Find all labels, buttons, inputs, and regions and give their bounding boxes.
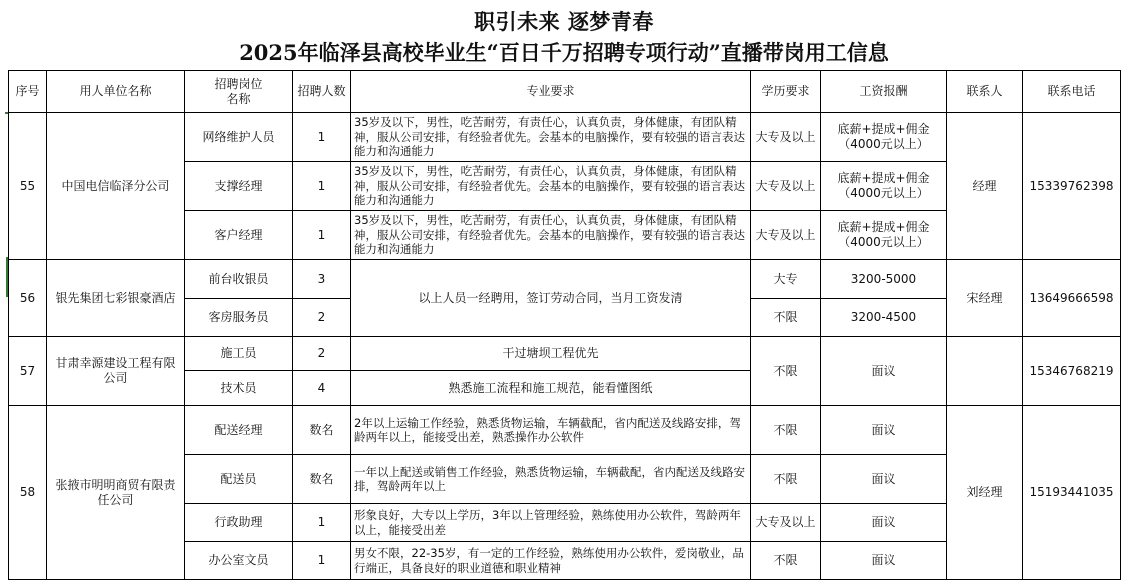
- cell-position[interactable]: 行政助理: [185, 504, 293, 542]
- cell-position[interactable]: 支撑经理: [185, 162, 293, 211]
- cell-company[interactable]: 银先集团七彩银豪酒店: [47, 260, 185, 337]
- cell-salary[interactable]: 底薪+提成+佣金（4000元以上）: [821, 162, 947, 211]
- cell-salary[interactable]: 面议: [821, 337, 947, 406]
- cell-count[interactable]: 4: [293, 371, 351, 406]
- cell-position[interactable]: 配送经理: [185, 406, 293, 455]
- header-education[interactable]: 学历要求: [751, 71, 821, 113]
- cell-education[interactable]: 大专及以上: [751, 162, 821, 211]
- table-row: [9, 406, 1121, 455]
- cell-education[interactable]: 大专及以上: [751, 504, 821, 542]
- cell-company[interactable]: 甘肃幸源建设工程有限公司: [47, 337, 185, 406]
- cell-salary[interactable]: 面议: [821, 504, 947, 542]
- cell-position[interactable]: 技术员: [185, 371, 293, 406]
- cell-phone[interactable]: 13649666598: [1023, 260, 1121, 337]
- title-line-2: 2025年临泽县高校毕业生“百日千万招聘专项行动”直播带岗用工信息: [239, 40, 889, 65]
- cell-requirements[interactable]: 熟悉施工流程和施工规范，能看懂图纸: [351, 371, 751, 406]
- cell-count[interactable]: 1: [293, 162, 351, 211]
- cell-position[interactable]: 施工员: [185, 337, 293, 371]
- cell-seq[interactable]: 57: [9, 337, 47, 406]
- cell-salary[interactable]: 面议: [821, 542, 947, 580]
- header-company[interactable]: 用人单位名称: [47, 71, 185, 113]
- table-row: [9, 113, 1121, 162]
- cell-position[interactable]: 网络维护人员: [185, 113, 293, 162]
- cell-position[interactable]: 办公室文员: [185, 542, 293, 580]
- row-header-strip: [0, 70, 7, 587]
- table-row: [9, 337, 1121, 371]
- header-contact[interactable]: 联系人: [947, 71, 1023, 113]
- cell-requirements[interactable]: 35岁及以下，男性，吃苦耐劳，有责任心，认真负责，身体健康，有团队精神，服从公司安排，有经验者优先。会基本的电脑操作，要有较强的语言表达能力和沟通能力: [351, 162, 751, 211]
- cell-company[interactable]: 中国电信临泽分公司: [47, 113, 185, 260]
- cell-position[interactable]: 前台收银员: [185, 260, 293, 299]
- cell-education[interactable]: 大专: [751, 260, 821, 299]
- title-line-1: 职引未来 逐梦青春: [474, 9, 654, 34]
- cell-position[interactable]: 配送员: [185, 455, 293, 504]
- cell-contact[interactable]: 刘经理: [947, 406, 1023, 580]
- cell-count[interactable]: 1: [293, 211, 351, 260]
- cell-education[interactable]: 不限: [751, 299, 821, 337]
- cell-requirements[interactable]: 以上人员一经聘用，签订劳动合同，当月工资发清: [351, 260, 751, 337]
- cell-education[interactable]: 不限: [751, 542, 821, 580]
- job-info-table: [8, 70, 1121, 580]
- header-seq[interactable]: 序号: [9, 71, 47, 113]
- header-position[interactable]: 招聘岗位 名称: [185, 71, 293, 113]
- cell-salary[interactable]: 3200-4500: [821, 299, 947, 337]
- title-block: [0, 0, 1128, 70]
- cell-position[interactable]: 客户经理: [185, 211, 293, 260]
- cell-requirements[interactable]: 35岁及以下，男性，吃苦耐劳，有责任心，认真负责，身体健康，有团队精神，服从公司安排，有经验者优先。会基本的电脑操作，要有较强的语言表达能力和沟通能力: [351, 113, 751, 162]
- header-count[interactable]: 招聘人数: [293, 71, 351, 113]
- cell-position[interactable]: 客房服务员: [185, 299, 293, 337]
- cell-phone[interactable]: 15339762398: [1023, 113, 1121, 260]
- cell-company[interactable]: 张掖市明明商贸有限责任公司: [47, 406, 185, 580]
- cell-requirements[interactable]: 2年以上运输工作经验，熟悉货物运输，车辆截配，省内配送及线路安排，驾龄两年以上，能接受出差，熟悉操作办公软件: [351, 406, 751, 455]
- cell-salary[interactable]: 3200-5000: [821, 260, 947, 299]
- cell-count[interactable]: 1: [293, 113, 351, 162]
- cell-seq[interactable]: 55: [9, 113, 47, 260]
- cell-education[interactable]: 大专及以上: [751, 113, 821, 162]
- cell-salary[interactable]: 底薪+提成+佣金（4000元以上）: [821, 113, 947, 162]
- header-salary[interactable]: 工资报酬: [821, 71, 947, 113]
- cell-education[interactable]: 大专及以上: [751, 211, 821, 260]
- cell-requirements[interactable]: 干过塘坝工程优先: [351, 337, 751, 371]
- cell-seq[interactable]: 56: [9, 260, 47, 337]
- cell-education[interactable]: 不限: [751, 406, 821, 455]
- cell-education[interactable]: 不限: [751, 455, 821, 504]
- cell-count[interactable]: 数名: [293, 455, 351, 504]
- cell-count[interactable]: 2: [293, 337, 351, 371]
- cell-seq[interactable]: 58: [9, 406, 47, 580]
- cell-salary[interactable]: 面议: [821, 455, 947, 504]
- header-requirements[interactable]: 专业要求: [351, 71, 751, 113]
- cell-phone[interactable]: 15346768219: [1023, 337, 1121, 406]
- cell-count[interactable]: 2: [293, 299, 351, 337]
- cell-requirements[interactable]: 形象良好，大专以上学历，3年以上管理经验，熟练使用办公软件，驾龄两年以上，能接受出差: [351, 504, 751, 542]
- table-row: [9, 260, 1121, 299]
- cell-contact[interactable]: 宋经理: [947, 260, 1023, 337]
- cell-contact[interactable]: [947, 337, 1023, 406]
- cell-count[interactable]: 1: [293, 542, 351, 580]
- cell-salary[interactable]: 面议: [821, 406, 947, 455]
- cell-requirements[interactable]: 35岁及以下，男性，吃苦耐劳，有责任心，认真负责，身体健康，有团队精神，服从公司安排，有经验者优先。会基本的电脑操作，要有较强的语言表达能力和沟通能力: [351, 211, 751, 260]
- cell-requirements[interactable]: 男女不限，22-35岁，有一定的工作经验，熟练使用办公软件，爱岗敬业，品行端正，具备良好的职业道德和职业精神: [351, 542, 751, 580]
- cell-count[interactable]: 3: [293, 260, 351, 299]
- cell-contact[interactable]: 经理: [947, 113, 1023, 260]
- header-row: [9, 71, 1121, 113]
- cell-count[interactable]: 数名: [293, 406, 351, 455]
- cell-phone[interactable]: 15193441035: [1023, 406, 1121, 580]
- cell-count[interactable]: 1: [293, 504, 351, 542]
- header-phone[interactable]: 联系电话: [1023, 71, 1121, 113]
- cell-education[interactable]: 不限: [751, 337, 821, 406]
- cell-salary[interactable]: 底薪+提成+佣金（4000元以上）: [821, 211, 947, 260]
- cell-requirements[interactable]: 一年以上配送或销售工作经验，熟悉货物运输，车辆截配，省内配送及线路安排，驾龄两年以上: [351, 455, 751, 504]
